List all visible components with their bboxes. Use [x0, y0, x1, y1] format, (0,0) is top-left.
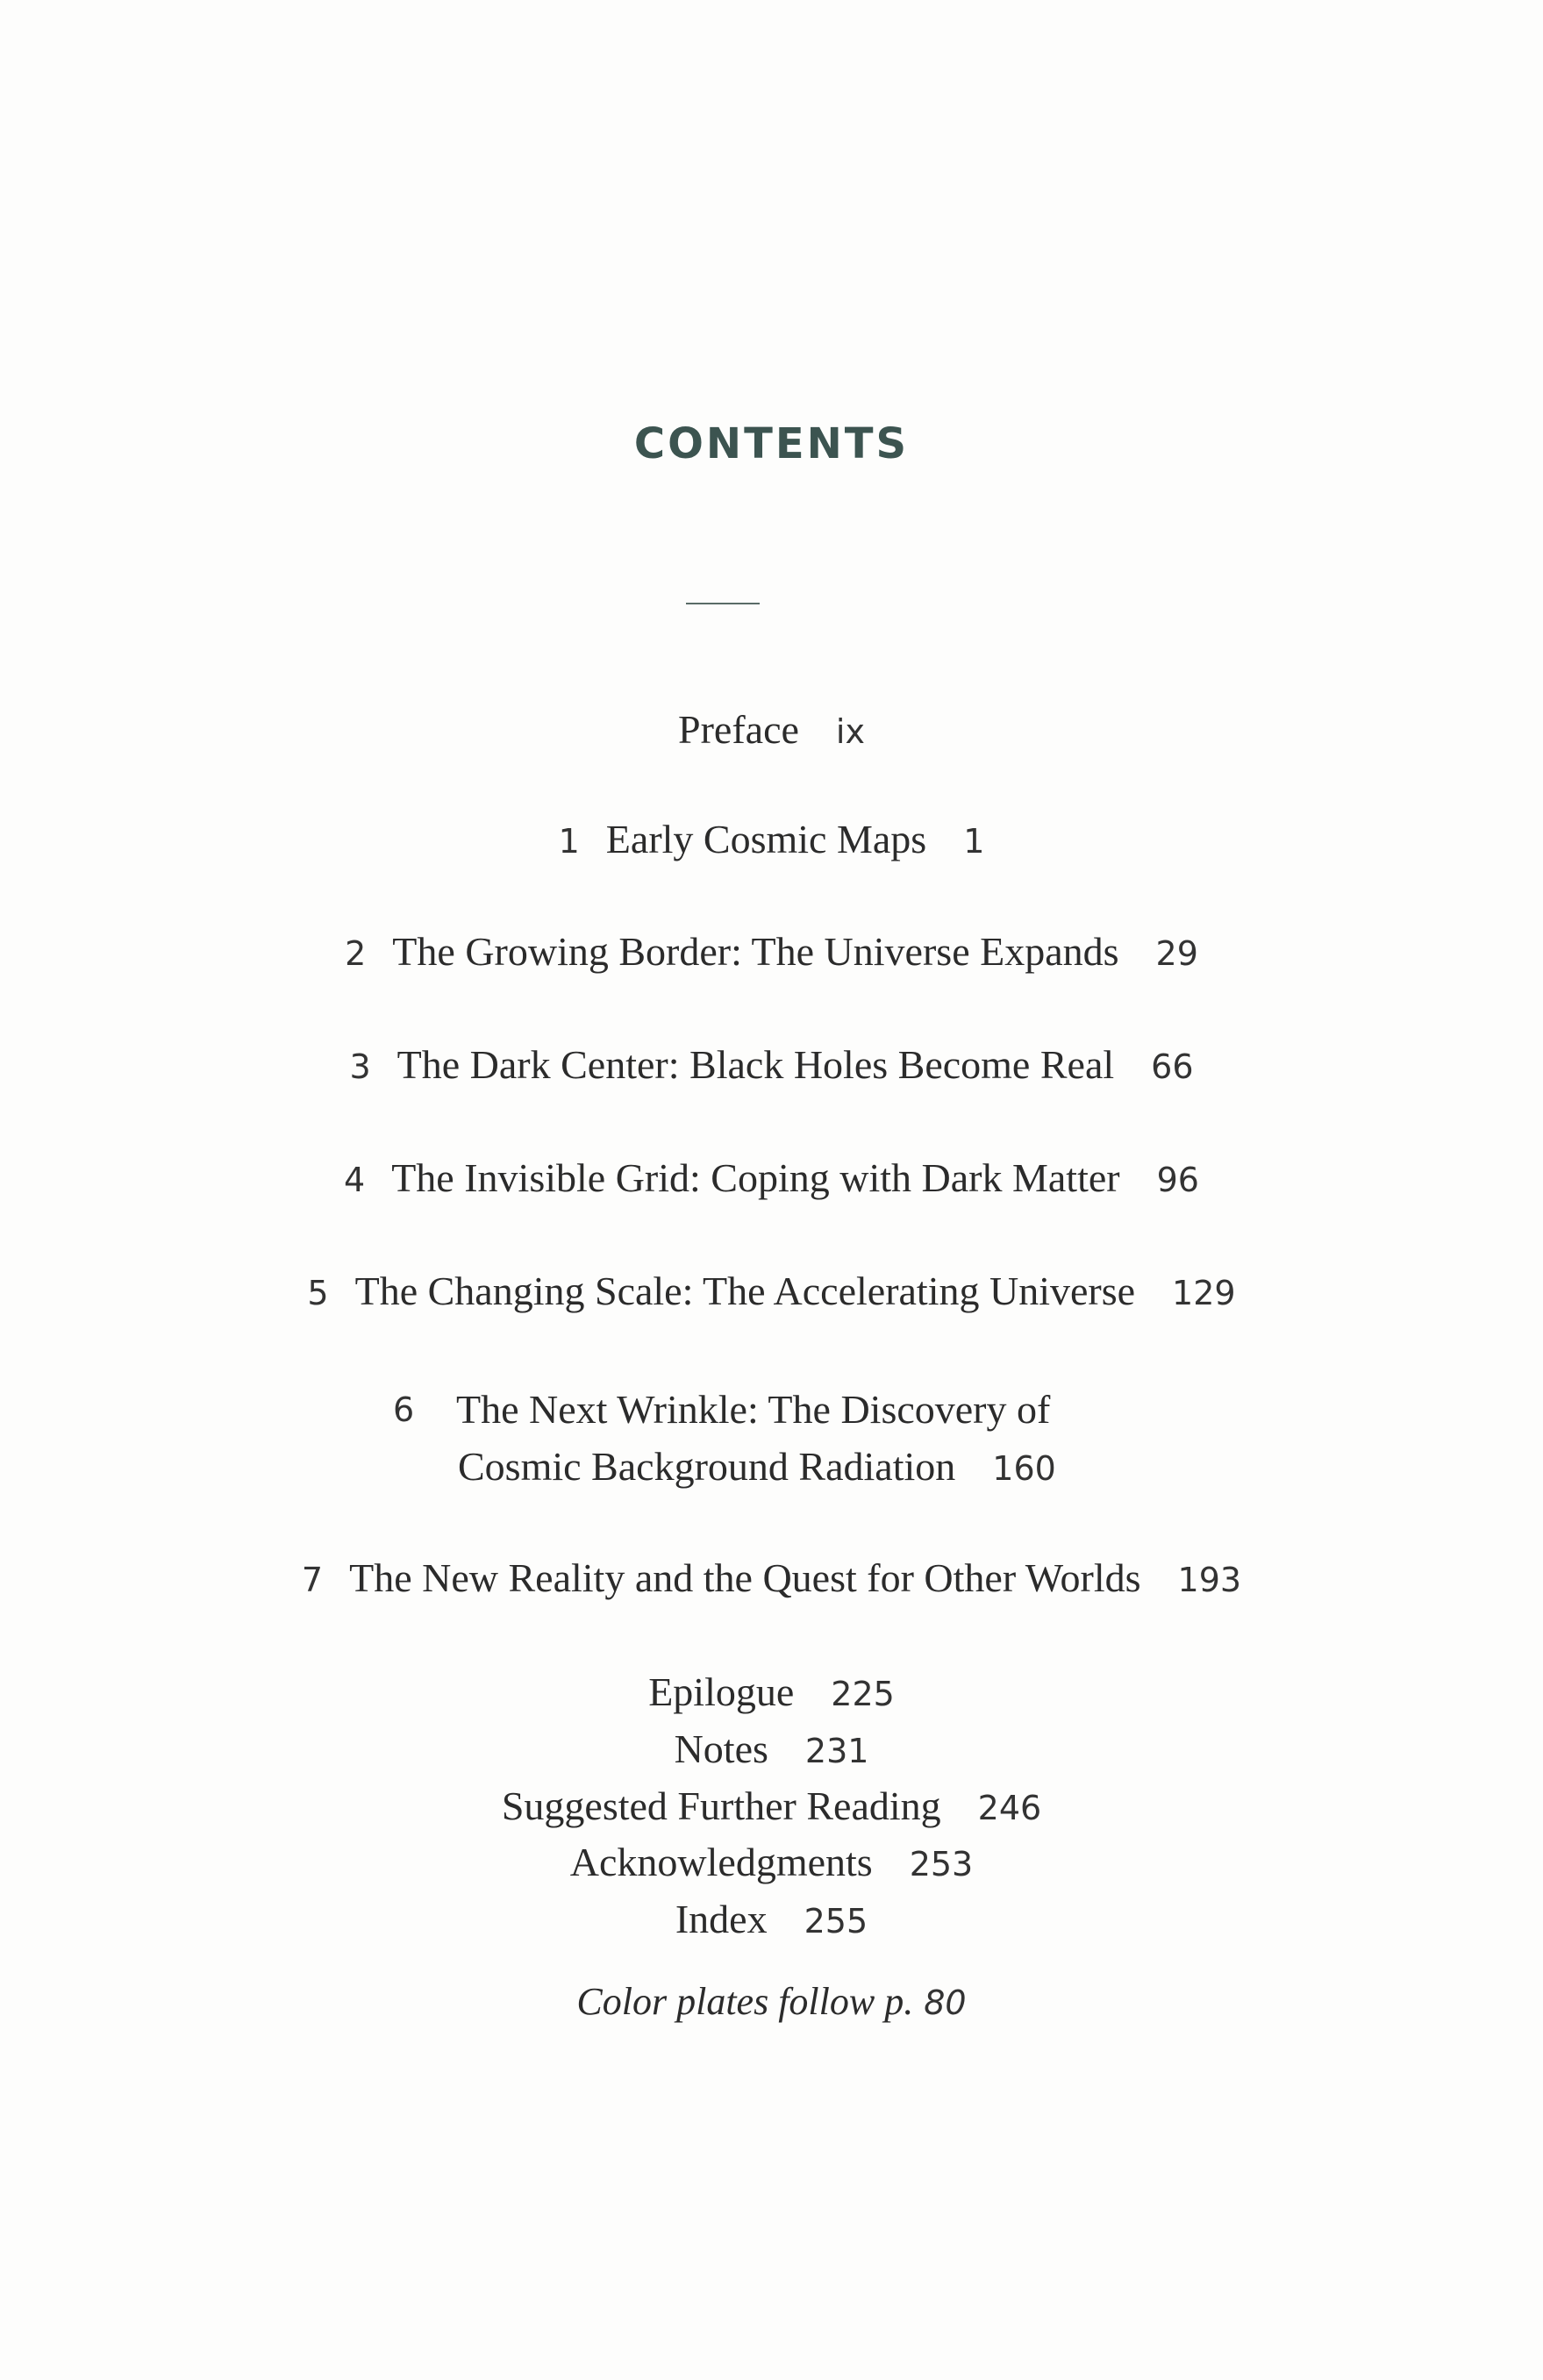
chapter-title-line-2: Cosmic Background Radiation	[458, 1444, 956, 1489]
toc-entry-epilogue[interactable]	[0, 1669, 1543, 1715]
chapter-page: 29	[1155, 934, 1198, 973]
toc-entry-chapter-1[interactable]	[0, 816, 1543, 862]
toc-entry-title: Index	[675, 1897, 768, 1941]
toc-entry-index[interactable]	[0, 1896, 1543, 1942]
chapter-page: 160	[992, 1449, 1056, 1488]
chapter-page: 1	[963, 822, 985, 861]
toc-entry-chapter-5[interactable]	[0, 1268, 1543, 1314]
chapter-number: 5	[307, 1274, 329, 1312]
toc-entry-page: 246	[977, 1789, 1042, 1827]
chapter-title: The Growing Border: The Universe Expands	[392, 929, 1119, 974]
toc-entry-title: Preface	[678, 707, 799, 752]
toc-entry-acknowledgments[interactable]	[0, 1839, 1543, 1885]
toc-entry-title: Suggested Further Reading	[501, 1783, 941, 1828]
chapter-number: 4	[344, 1161, 366, 1199]
toc-entry-title: Acknowledgments	[569, 1840, 873, 1884]
chapter-number: 2	[345, 934, 367, 973]
chapter-page: 129	[1172, 1274, 1236, 1312]
toc-entry-page: 253	[909, 1845, 974, 1883]
chapter-page: 193	[1177, 1561, 1242, 1599]
page-title: CONTENTS	[633, 419, 910, 468]
chapter-page: 96	[1156, 1161, 1199, 1199]
chapter-title-line-2-group	[458, 1443, 1056, 1490]
color-plates-page: 80	[924, 1983, 967, 2022]
toc-entry-page: 225	[831, 1675, 895, 1713]
toc-entry-preface[interactable]	[0, 706, 1543, 753]
title-divider	[686, 603, 760, 604]
chapter-title: Early Cosmic Maps	[605, 817, 927, 861]
toc-entry-notes[interactable]	[0, 1726, 1543, 1772]
chapter-title: The Invisible Grid: Coping with Dark Matter	[391, 1155, 1120, 1200]
toc-entry-title: Epilogue	[648, 1669, 795, 1714]
toc-entry-chapter-2[interactable]	[0, 928, 1543, 975]
color-plates-note	[0, 1977, 1543, 2024]
chapter-number: 3	[349, 1047, 371, 1086]
chapter-page: 66	[1151, 1047, 1194, 1086]
toc-entry-page: 231	[804, 1732, 869, 1770]
toc-entry-page: 255	[804, 1902, 868, 1940]
chapter-number: 1	[558, 822, 580, 861]
chapter-title: The Changing Scale: The Accelerating Universe	[354, 1269, 1136, 1313]
toc-entry-page: ix	[835, 712, 865, 751]
toc-entry-suggested-reading[interactable]	[0, 1783, 1543, 1829]
chapter-title-line-1: The Next Wrinkle: The Discovery of	[456, 1387, 1051, 1432]
toc-entry-chapter-4[interactable]	[0, 1154, 1543, 1201]
toc-entry-title: Notes	[674, 1726, 768, 1771]
chapter-number: 6	[393, 1390, 415, 1429]
color-plates-text: Color plates follow p.	[576, 1980, 914, 2023]
toc-entry-chapter-7[interactable]	[0, 1555, 1543, 1601]
toc-entry-chapter-3[interactable]	[0, 1041, 1543, 1088]
chapter-number: 7	[301, 1561, 324, 1599]
chapter-title: The Dark Center: Black Holes Become Real	[396, 1042, 1115, 1087]
chapter-title: The New Reality and the Quest for Other Worlds	[349, 1555, 1141, 1600]
